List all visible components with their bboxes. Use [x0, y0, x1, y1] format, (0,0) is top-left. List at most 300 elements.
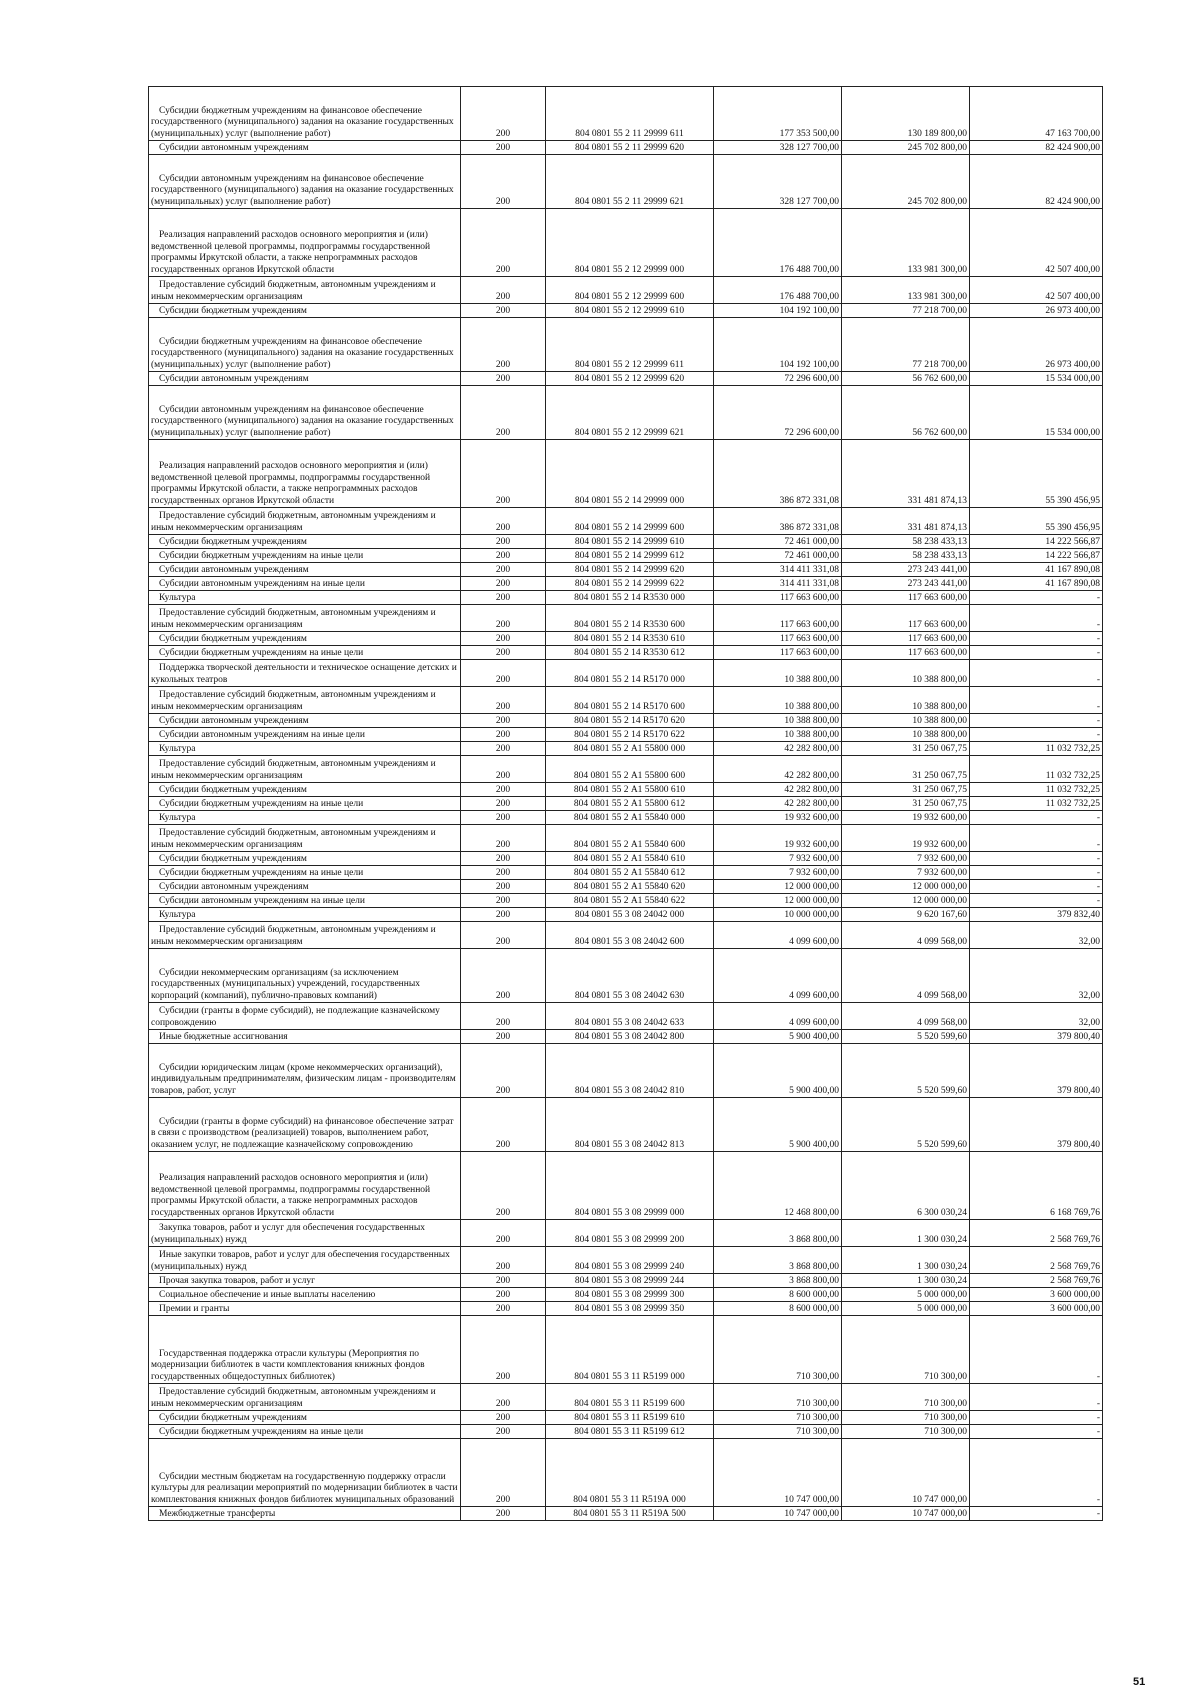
admin-code-cell: 200: [461, 87, 546, 141]
admin-code-cell: 200: [461, 277, 546, 304]
amount-planned-cell: 72 296 600,00: [714, 386, 842, 440]
table-row: [149, 141, 1103, 155]
table-row: [149, 386, 1103, 440]
table-row: [149, 508, 1103, 535]
amount-executed-cell: 12 000 000,00: [842, 880, 970, 894]
table-row: [149, 1302, 1103, 1316]
admin-code-cell: 200: [461, 577, 546, 591]
amount-planned-cell: 42 282 800,00: [714, 742, 842, 756]
table-row: [149, 756, 1103, 783]
admin-code-cell: 200: [461, 866, 546, 880]
admin-code-cell: 200: [461, 949, 546, 1003]
admin-code-cell: 200: [461, 687, 546, 714]
classification-code-cell: 804 0801 55 3 08 24042 000: [546, 908, 714, 922]
amount-remaining-cell: 379 800,40: [970, 1098, 1103, 1152]
amount-planned-cell: 710 300,00: [714, 1411, 842, 1425]
amount-planned-cell: 42 282 800,00: [714, 756, 842, 783]
table-row: [149, 880, 1103, 894]
amount-planned-cell: 42 282 800,00: [714, 797, 842, 811]
classification-code-cell: 804 0801 55 2 12 29999 610: [546, 304, 714, 318]
amount-executed-cell: 31 250 067,75: [842, 783, 970, 797]
row-name-cell: Реализация направлений расходов основного мероприятия и (или) ведомственной целевой программы, подпрограммы государственной программы Иркутской области, а также непрограммных расходов государственных органов Иркутской области: [149, 209, 461, 277]
classification-code-cell: 804 0801 55 2 14 R5170 620: [546, 714, 714, 728]
classification-code-cell: 804 0801 55 2 А1 55840 622: [546, 894, 714, 908]
row-name-cell: Субсидии автономным учреждениям на иные цели: [149, 728, 461, 742]
table-row: [149, 1384, 1103, 1411]
amount-planned-cell: 19 932 600,00: [714, 825, 842, 852]
amount-executed-cell: 7 932 600,00: [842, 866, 970, 880]
amount-planned-cell: 10 388 800,00: [714, 660, 842, 687]
amount-remaining-cell: 15 534 000,00: [970, 386, 1103, 440]
classification-code-cell: 804 0801 55 2 А1 55840 612: [546, 866, 714, 880]
classification-code-cell: 804 0801 55 2 А1 55800 610: [546, 783, 714, 797]
admin-code-cell: 200: [461, 908, 546, 922]
row-name-cell: Культура: [149, 908, 461, 922]
amount-planned-cell: 4 099 600,00: [714, 949, 842, 1003]
row-name-cell: Предоставление субсидий бюджетным, автономным учреждениям и иным некоммерческим организациям: [149, 508, 461, 535]
row-name-cell: Субсидии бюджетным учреждениям на иные цели: [149, 797, 461, 811]
amount-remaining-cell: 14 222 566,87: [970, 549, 1103, 563]
table-row: [149, 825, 1103, 852]
amount-executed-cell: 5 520 599,60: [842, 1098, 970, 1152]
table-row: [149, 1439, 1103, 1507]
table-row: [149, 660, 1103, 687]
classification-code-cell: 804 0801 55 2 14 R5170 600: [546, 687, 714, 714]
row-name-cell: Субсидии автономным учреждениям на иные цели: [149, 894, 461, 908]
amount-remaining-cell: -: [970, 894, 1103, 908]
row-name-cell: Субсидии бюджетным учреждениям на иные цели: [149, 646, 461, 660]
table-row: [149, 687, 1103, 714]
amount-remaining-cell: 11 032 732,25: [970, 756, 1103, 783]
admin-code-cell: 200: [461, 728, 546, 742]
admin-code-cell: 200: [461, 1220, 546, 1247]
amount-planned-cell: 314 411 331,08: [714, 563, 842, 577]
table-row: [149, 894, 1103, 908]
admin-code-cell: 200: [461, 880, 546, 894]
amount-remaining-cell: 41 167 890,08: [970, 577, 1103, 591]
amount-planned-cell: 177 353 500,00: [714, 87, 842, 141]
amount-planned-cell: 7 932 600,00: [714, 866, 842, 880]
admin-code-cell: 200: [461, 549, 546, 563]
amount-executed-cell: 4 099 568,00: [842, 922, 970, 949]
row-name-cell: Поддержка творческой деятельности и техническое оснащение детских и кукольных театров: [149, 660, 461, 687]
table-row: [149, 318, 1103, 372]
amount-planned-cell: 3 868 800,00: [714, 1220, 842, 1247]
table-row: [149, 646, 1103, 660]
amount-executed-cell: 10 388 800,00: [842, 728, 970, 742]
amount-remaining-cell: 379 800,40: [970, 1044, 1103, 1098]
amount-planned-cell: 72 461 000,00: [714, 549, 842, 563]
classification-code-cell: 804 0801 55 2 12 29999 621: [546, 386, 714, 440]
amount-executed-cell: 245 702 800,00: [842, 155, 970, 209]
admin-code-cell: 200: [461, 756, 546, 783]
amount-remaining-cell: -: [970, 1425, 1103, 1439]
table-row: [149, 549, 1103, 563]
amount-remaining-cell: 55 390 456,95: [970, 440, 1103, 508]
table-row: [149, 742, 1103, 756]
amount-executed-cell: 331 481 874,13: [842, 440, 970, 508]
admin-code-cell: 200: [461, 508, 546, 535]
amount-executed-cell: 4 099 568,00: [842, 949, 970, 1003]
amount-remaining-cell: 2 568 769,76: [970, 1247, 1103, 1274]
admin-code-cell: 200: [461, 155, 546, 209]
amount-executed-cell: 10 747 000,00: [842, 1507, 970, 1521]
row-name-cell: Реализация направлений расходов основного мероприятия и (или) ведомственной целевой программы, подпрограммы государственной программы Иркутской области, а также непрограммных расходов государственных органов Иркутской области: [149, 1152, 461, 1220]
classification-code-cell: 804 0801 55 3 08 24042 800: [546, 1030, 714, 1044]
admin-code-cell: 200: [461, 141, 546, 155]
amount-executed-cell: 273 243 441,00: [842, 563, 970, 577]
table-row: [149, 811, 1103, 825]
classification-code-cell: 804 0801 55 3 11 R5199 000: [546, 1316, 714, 1384]
amount-executed-cell: 1 300 030,24: [842, 1247, 970, 1274]
amount-planned-cell: 10 747 000,00: [714, 1439, 842, 1507]
table-row: [149, 209, 1103, 277]
amount-executed-cell: 9 620 167,60: [842, 908, 970, 922]
classification-code-cell: 804 0801 55 3 08 24042 810: [546, 1044, 714, 1098]
admin-code-cell: 200: [461, 535, 546, 549]
amount-planned-cell: 72 296 600,00: [714, 372, 842, 386]
row-name-cell: Реализация направлений расходов основного мероприятия и (или) ведомственной целевой программы, подпрограммы государственной программы Иркутской области, а также непрограммных расходов государственных органов Иркутской области: [149, 440, 461, 508]
admin-code-cell: 200: [461, 1411, 546, 1425]
admin-code-cell: 200: [461, 714, 546, 728]
row-name-cell: Субсидии некоммерческим организациям (за исключением государственных (муниципальных) учреждений, государственных корпораций (компаний), публично-правовых компаний): [149, 949, 461, 1003]
table-row: [149, 1152, 1103, 1220]
table-row: [149, 1288, 1103, 1302]
amount-planned-cell: 8 600 000,00: [714, 1288, 842, 1302]
amount-planned-cell: 117 663 600,00: [714, 605, 842, 632]
amount-remaining-cell: -: [970, 660, 1103, 687]
admin-code-cell: 200: [461, 1098, 546, 1152]
classification-code-cell: 804 0801 55 3 11 R5199 610: [546, 1411, 714, 1425]
amount-planned-cell: 12 468 800,00: [714, 1152, 842, 1220]
row-name-cell: Предоставление субсидий бюджетным, автономным учреждениям и иным некоммерческим организациям: [149, 605, 461, 632]
classification-code-cell: 804 0801 55 2 А1 55840 000: [546, 811, 714, 825]
table-row: [149, 1274, 1103, 1288]
row-name-cell: Культура: [149, 811, 461, 825]
amount-remaining-cell: 379 832,40: [970, 908, 1103, 922]
classification-code-cell: 804 0801 55 2 11 29999 611: [546, 87, 714, 141]
amount-executed-cell: 273 243 441,00: [842, 577, 970, 591]
table-row: [149, 591, 1103, 605]
amount-remaining-cell: -: [970, 687, 1103, 714]
amount-executed-cell: 1 300 030,24: [842, 1220, 970, 1247]
amount-planned-cell: 4 099 600,00: [714, 1003, 842, 1030]
table-row: [149, 783, 1103, 797]
amount-executed-cell: 12 000 000,00: [842, 894, 970, 908]
amount-executed-cell: 245 702 800,00: [842, 141, 970, 155]
amount-executed-cell: 5 520 599,60: [842, 1044, 970, 1098]
amount-remaining-cell: 11 032 732,25: [970, 742, 1103, 756]
admin-code-cell: 200: [461, 632, 546, 646]
amount-executed-cell: 130 189 800,00: [842, 87, 970, 141]
amount-remaining-cell: 2 568 769,76: [970, 1274, 1103, 1288]
classification-code-cell: 804 0801 55 3 08 24042 633: [546, 1003, 714, 1030]
amount-planned-cell: 117 663 600,00: [714, 591, 842, 605]
amount-planned-cell: 176 488 700,00: [714, 209, 842, 277]
admin-code-cell: 200: [461, 852, 546, 866]
admin-code-cell: 200: [461, 304, 546, 318]
amount-executed-cell: 5 000 000,00: [842, 1288, 970, 1302]
table-row: [149, 908, 1103, 922]
row-name-cell: Субсидии бюджетным учреждениям: [149, 632, 461, 646]
classification-code-cell: 804 0801 55 3 08 29999 350: [546, 1302, 714, 1316]
admin-code-cell: 200: [461, 811, 546, 825]
row-name-cell: Социальное обеспечение и иные выплаты населению: [149, 1288, 461, 1302]
table-row: [149, 866, 1103, 880]
amount-executed-cell: 331 481 874,13: [842, 508, 970, 535]
row-name-cell: Субсидии бюджетным учреждениям: [149, 1411, 461, 1425]
row-name-cell: Субсидии автономным учреждениям: [149, 141, 461, 155]
amount-planned-cell: 10 000 000,00: [714, 908, 842, 922]
row-name-cell: Субсидии автономным учреждениям на иные цели: [149, 577, 461, 591]
amount-executed-cell: 710 300,00: [842, 1425, 970, 1439]
admin-code-cell: 200: [461, 660, 546, 687]
table-row: [149, 577, 1103, 591]
amount-executed-cell: 19 932 600,00: [842, 825, 970, 852]
admin-code-cell: 200: [461, 563, 546, 577]
row-name-cell: Субсидии автономным учреждениям: [149, 563, 461, 577]
amount-remaining-cell: -: [970, 632, 1103, 646]
amount-planned-cell: 5 900 400,00: [714, 1030, 842, 1044]
row-name-cell: Закупка товаров, работ и услуг для обеспечения государственных (муниципальных) нужд: [149, 1220, 461, 1247]
amount-executed-cell: 1 300 030,24: [842, 1274, 970, 1288]
classification-code-cell: 804 0801 55 2 14 R3530 000: [546, 591, 714, 605]
row-name-cell: Премии и гранты: [149, 1302, 461, 1316]
row-name-cell: Субсидии автономным учреждениям: [149, 880, 461, 894]
classification-code-cell: 804 0801 55 3 08 29999 000: [546, 1152, 714, 1220]
row-name-cell: Предоставление субсидий бюджетным, автономным учреждениям и иным некоммерческим организациям: [149, 825, 461, 852]
amount-planned-cell: 117 663 600,00: [714, 646, 842, 660]
amount-remaining-cell: 11 032 732,25: [970, 783, 1103, 797]
amount-planned-cell: 42 282 800,00: [714, 783, 842, 797]
row-name-cell: Субсидии бюджетным учреждениям на иные цели: [149, 1425, 461, 1439]
amount-remaining-cell: 82 424 900,00: [970, 141, 1103, 155]
admin-code-cell: 200: [461, 646, 546, 660]
amount-planned-cell: 5 900 400,00: [714, 1044, 842, 1098]
amount-executed-cell: 5 520 599,60: [842, 1030, 970, 1044]
classification-code-cell: 804 0801 55 2 12 29999 620: [546, 372, 714, 386]
classification-code-cell: 804 0801 55 3 11 R5199 612: [546, 1425, 714, 1439]
amount-planned-cell: 328 127 700,00: [714, 155, 842, 209]
amount-executed-cell: 10 388 800,00: [842, 660, 970, 687]
amount-remaining-cell: -: [970, 1507, 1103, 1521]
table-row: [149, 1098, 1103, 1152]
amount-planned-cell: 72 461 000,00: [714, 535, 842, 549]
amount-planned-cell: 710 300,00: [714, 1316, 842, 1384]
table-row: [149, 632, 1103, 646]
amount-executed-cell: 31 250 067,75: [842, 756, 970, 783]
amount-planned-cell: 10 747 000,00: [714, 1507, 842, 1521]
table-row: [149, 535, 1103, 549]
admin-code-cell: 200: [461, 318, 546, 372]
classification-code-cell: 804 0801 55 2 14 R3530 610: [546, 632, 714, 646]
table-row: [149, 1316, 1103, 1384]
amount-remaining-cell: 379 800,40: [970, 1030, 1103, 1044]
row-name-cell: Субсидии (гранты в форме субсидий), не подлежащие казначейскому сопровождению: [149, 1003, 461, 1030]
admin-code-cell: 200: [461, 386, 546, 440]
row-name-cell: Субсидии бюджетным учреждениям на иные цели: [149, 866, 461, 880]
amount-remaining-cell: 32,00: [970, 922, 1103, 949]
page-number: 51: [1133, 1676, 1146, 1688]
admin-code-cell: 200: [461, 1044, 546, 1098]
admin-code-cell: 200: [461, 1288, 546, 1302]
amount-remaining-cell: -: [970, 591, 1103, 605]
row-name-cell: Предоставление субсидий бюджетным, автономным учреждениям и иным некоммерческим организациям: [149, 687, 461, 714]
classification-code-cell: 804 0801 55 2 14 R3530 600: [546, 605, 714, 632]
amount-planned-cell: 4 099 600,00: [714, 922, 842, 949]
amount-planned-cell: 19 932 600,00: [714, 811, 842, 825]
amount-remaining-cell: 42 507 400,00: [970, 277, 1103, 304]
classification-code-cell: 804 0801 55 2 14 29999 622: [546, 577, 714, 591]
classification-code-cell: 804 0801 55 2 14 R5170 000: [546, 660, 714, 687]
table-row: [149, 1220, 1103, 1247]
classification-code-cell: 804 0801 55 2 12 29999 611: [546, 318, 714, 372]
row-name-cell: Субсидии бюджетным учреждениям: [149, 852, 461, 866]
admin-code-cell: 200: [461, 1003, 546, 1030]
classification-code-cell: 804 0801 55 3 08 24042 630: [546, 949, 714, 1003]
amount-remaining-cell: 32,00: [970, 1003, 1103, 1030]
amount-remaining-cell: 55 390 456,95: [970, 508, 1103, 535]
amount-executed-cell: 117 663 600,00: [842, 646, 970, 660]
classification-code-cell: 804 0801 55 2 14 29999 610: [546, 535, 714, 549]
classification-code-cell: 804 0801 55 3 11 R5199 600: [546, 1384, 714, 1411]
admin-code-cell: 200: [461, 1439, 546, 1507]
amount-remaining-cell: -: [970, 728, 1103, 742]
amount-executed-cell: 133 981 300,00: [842, 277, 970, 304]
admin-code-cell: 200: [461, 1247, 546, 1274]
amount-planned-cell: 104 192 100,00: [714, 318, 842, 372]
classification-code-cell: 804 0801 55 3 08 29999 244: [546, 1274, 714, 1288]
table-row: [149, 1411, 1103, 1425]
row-name-cell: Предоставление субсидий бюджетным, автономным учреждениям и иным некоммерческим организациям: [149, 1384, 461, 1411]
row-name-cell: Межбюджетные трансферты: [149, 1507, 461, 1521]
classification-code-cell: 804 0801 55 2 14 29999 600: [546, 508, 714, 535]
amount-executed-cell: 31 250 067,75: [842, 742, 970, 756]
row-name-cell: Прочая закупка товаров, работ и услуг: [149, 1274, 461, 1288]
admin-code-cell: 200: [461, 1384, 546, 1411]
classification-code-cell: 804 0801 55 2 12 29999 600: [546, 277, 714, 304]
amount-planned-cell: 104 192 100,00: [714, 304, 842, 318]
admin-code-cell: 200: [461, 591, 546, 605]
table-row: [149, 440, 1103, 508]
table-row: [149, 1030, 1103, 1044]
amount-remaining-cell: -: [970, 852, 1103, 866]
admin-code-cell: 200: [461, 783, 546, 797]
classification-code-cell: 804 0801 55 2 А1 55800 000: [546, 742, 714, 756]
row-name-cell: Государственная поддержка отрасли культуры (Мероприятия по модернизации библиотек в части комплектования книжных фондов государственных общедоступных библиотек): [149, 1316, 461, 1384]
amount-remaining-cell: -: [970, 825, 1103, 852]
table-row: [149, 304, 1103, 318]
table-row: [149, 87, 1103, 141]
admin-code-cell: 200: [461, 1507, 546, 1521]
classification-code-cell: 804 0801 55 2 14 R3530 612: [546, 646, 714, 660]
amount-executed-cell: 10 388 800,00: [842, 687, 970, 714]
amount-executed-cell: 77 218 700,00: [842, 318, 970, 372]
amount-remaining-cell: -: [970, 1316, 1103, 1384]
classification-code-cell: 804 0801 55 2 А1 55840 600: [546, 825, 714, 852]
amount-executed-cell: 19 932 600,00: [842, 811, 970, 825]
admin-code-cell: 200: [461, 1152, 546, 1220]
amount-executed-cell: 117 663 600,00: [842, 632, 970, 646]
row-name-cell: Субсидии бюджетным учреждениям: [149, 535, 461, 549]
amount-planned-cell: 5 900 400,00: [714, 1098, 842, 1152]
row-name-cell: Культура: [149, 591, 461, 605]
amount-planned-cell: 117 663 600,00: [714, 632, 842, 646]
amount-planned-cell: 8 600 000,00: [714, 1302, 842, 1316]
row-name-cell: Предоставление субсидий бюджетным, автономным учреждениям и иным некоммерческим организациям: [149, 922, 461, 949]
row-name-cell: Субсидии бюджетным учреждениям: [149, 783, 461, 797]
table-row: [149, 1247, 1103, 1274]
amount-remaining-cell: -: [970, 1439, 1103, 1507]
row-name-cell: Субсидии местным бюджетам на государственную поддержку отрасли культуры для реализации мероприятий по модернизации библиотек в части комплектования книжных фондов библиотек муниципальных образований: [149, 1439, 461, 1507]
amount-remaining-cell: 32,00: [970, 949, 1103, 1003]
amount-planned-cell: 10 388 800,00: [714, 687, 842, 714]
row-name-cell: Субсидии автономным учреждениям на финансовое обеспечение государственного (муниципального) задания на оказание государственных (муниципальных) услуг (выполнение работ): [149, 155, 461, 209]
admin-code-cell: 200: [461, 797, 546, 811]
admin-code-cell: 200: [461, 1316, 546, 1384]
admin-code-cell: 200: [461, 1030, 546, 1044]
amount-remaining-cell: 47 163 700,00: [970, 87, 1103, 141]
admin-code-cell: 200: [461, 1425, 546, 1439]
amount-remaining-cell: 11 032 732,25: [970, 797, 1103, 811]
table-row: [149, 155, 1103, 209]
row-name-cell: Субсидии автономным учреждениям на финансовое обеспечение государственного (муниципального) задания на оказание государственных (муниципальных) услуг (выполнение работ): [149, 386, 461, 440]
row-name-cell: Субсидии бюджетным учреждениям на финансовое обеспечение государственного (муниципального) задания на оказание государственных (муниципальных) услуг (выполнение работ): [149, 87, 461, 141]
classification-code-cell: 804 0801 55 2 А1 55840 610: [546, 852, 714, 866]
table-row: [149, 277, 1103, 304]
budget-table-body: [149, 87, 1103, 1521]
row-name-cell: Иные закупки товаров, работ и услуг для обеспечения государственных (муниципальных) нужд: [149, 1247, 461, 1274]
classification-code-cell: 804 0801 55 2 14 29999 000: [546, 440, 714, 508]
amount-remaining-cell: 26 973 400,00: [970, 318, 1103, 372]
amount-planned-cell: 7 932 600,00: [714, 852, 842, 866]
amount-executed-cell: 58 238 433,13: [842, 549, 970, 563]
amount-executed-cell: 77 218 700,00: [842, 304, 970, 318]
admin-code-cell: 200: [461, 209, 546, 277]
classification-code-cell: 804 0801 55 2 14 29999 612: [546, 549, 714, 563]
amount-executed-cell: 710 300,00: [842, 1384, 970, 1411]
row-name-cell: Субсидии автономным учреждениям: [149, 372, 461, 386]
admin-code-cell: 200: [461, 1274, 546, 1288]
table-row: [149, 605, 1103, 632]
amount-executed-cell: 56 762 600,00: [842, 372, 970, 386]
amount-remaining-cell: -: [970, 714, 1103, 728]
table-row: [149, 949, 1103, 1003]
amount-remaining-cell: 82 424 900,00: [970, 155, 1103, 209]
amount-planned-cell: 710 300,00: [714, 1425, 842, 1439]
amount-executed-cell: 117 663 600,00: [842, 605, 970, 632]
amount-executed-cell: 10 388 800,00: [842, 714, 970, 728]
classification-code-cell: 804 0801 55 3 08 29999 300: [546, 1288, 714, 1302]
classification-code-cell: 804 0801 55 3 08 29999 240: [546, 1247, 714, 1274]
row-name-cell: Иные бюджетные ассигнования: [149, 1030, 461, 1044]
amount-executed-cell: 4 099 568,00: [842, 1003, 970, 1030]
amount-planned-cell: 314 411 331,08: [714, 577, 842, 591]
admin-code-cell: 200: [461, 1302, 546, 1316]
table-row: [149, 922, 1103, 949]
table-row: [149, 714, 1103, 728]
amount-planned-cell: 386 872 331,08: [714, 440, 842, 508]
row-name-cell: Субсидии (гранты в форме субсидий) на финансовое обеспечение затрат в связи с производством (реализацией) товаров, выполнением работ, оказанием услуг, не подлежащие казначейскому сопровождению: [149, 1098, 461, 1152]
table-row: [149, 852, 1103, 866]
amount-remaining-cell: 2 568 769,76: [970, 1220, 1103, 1247]
classification-code-cell: 804 0801 55 2 А1 55800 612: [546, 797, 714, 811]
amount-executed-cell: 6 300 030,24: [842, 1152, 970, 1220]
classification-code-cell: 804 0801 55 2 12 29999 000: [546, 209, 714, 277]
amount-remaining-cell: 3 600 000,00: [970, 1302, 1103, 1316]
row-name-cell: Субсидии юридическим лицам (кроме некоммерческих организаций), индивидуальным предпринимателям, физическим лицам - производителям товаров, работ, услуг: [149, 1044, 461, 1098]
classification-code-cell: 804 0801 55 3 08 24042 600: [546, 922, 714, 949]
